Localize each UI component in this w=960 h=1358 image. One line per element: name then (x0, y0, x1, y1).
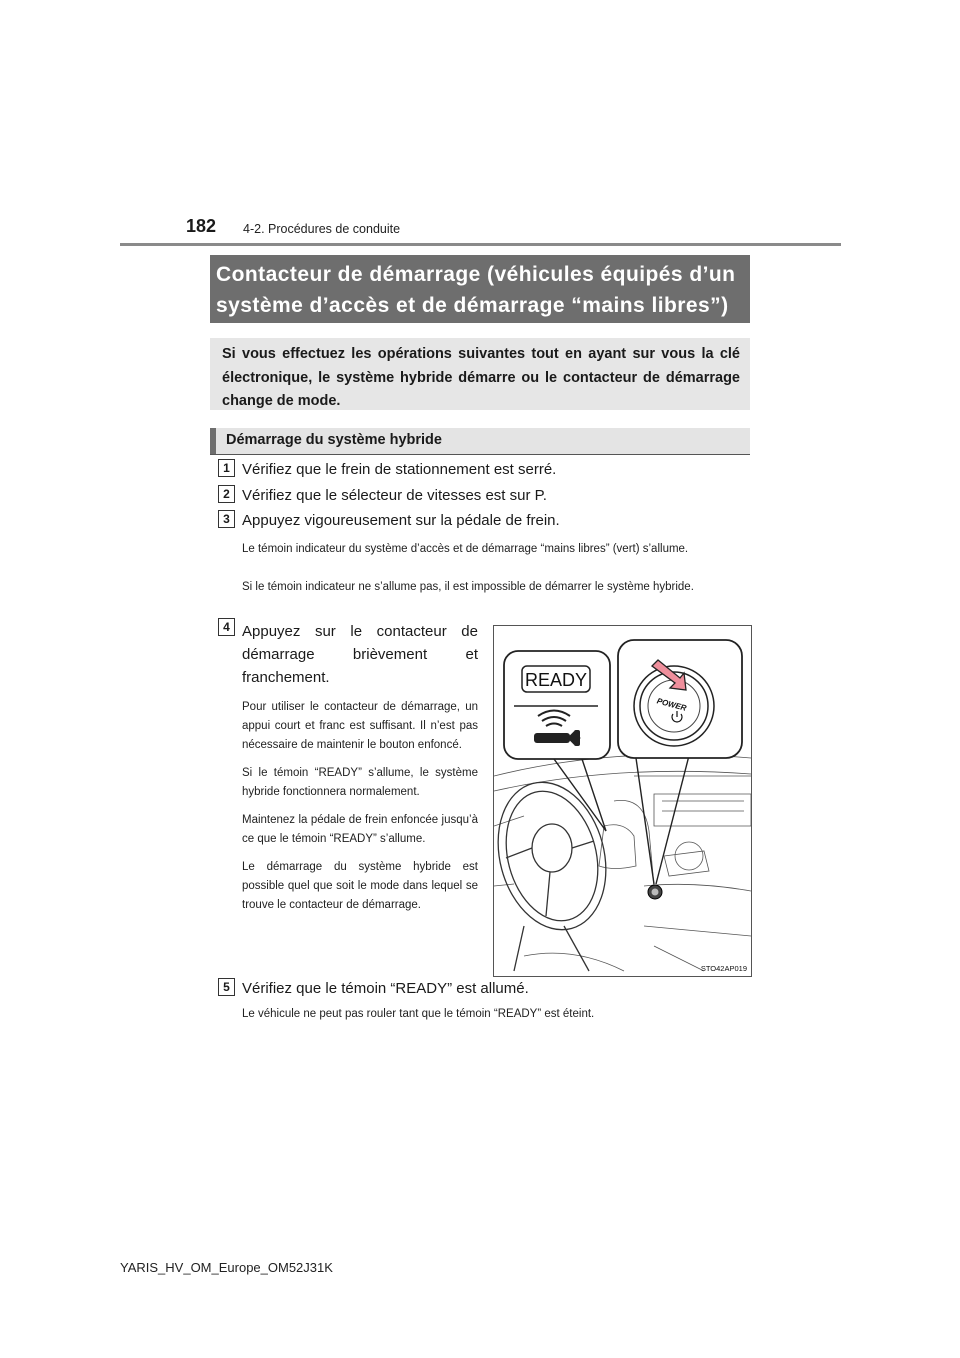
step-4-note-4: Le démarrage du système hybride est possible quel que soit le mode dans lequel se trouve le contacteur de démarrage. (242, 861, 478, 911)
subsection-heading (210, 428, 750, 455)
step-3-note-2: Si le témoin indicateur ne s’allume pas, il est impossible de démarrer le système hybride. (242, 581, 694, 593)
step-5-note-1: Le véhicule ne peut pas rouler tant que le témoin “READY” est éteint. (242, 1008, 595, 1020)
step-3-text: Appuyez vigoureusement sur la pédale de frein. (242, 512, 560, 529)
power-switch-inset (618, 640, 742, 758)
dashboard-drawing (494, 626, 751, 976)
step-1-text: Vérifiez que le frein de stationnement est serré. (242, 461, 557, 478)
section-reference: 4-2. Procédures de conduite (243, 222, 401, 236)
step-3-note-1: Le témoin indicateur du système d’accès et de démarrage “mains libres” (vert) s’allume. (242, 543, 689, 555)
callout-lines (554, 744, 692, 884)
subsection-heading-marker (210, 428, 216, 454)
power-button-center (652, 889, 659, 896)
step-4-block (242, 620, 478, 915)
step-4-note-1: Pour utiliser le contacteur de démarrage, un appui court et franc est suffisant. Il n’est pas nécessaire de maintenir le bouton enfoncé. (242, 701, 478, 751)
step-5-text: Vérifiez que le témoin “READY” est allumé. (242, 980, 529, 997)
step-number-1: 1 (218, 459, 235, 477)
header-divider (120, 243, 841, 246)
ready-indicator-inset (504, 651, 610, 759)
step-4-text: Appuyez sur le contacteur de démarrage brièvement et franchement. (242, 623, 478, 686)
step-number-2: 2 (218, 485, 235, 503)
page-title-line-1: Contacteur de démarrage (véhicules équipés d’un (216, 263, 736, 286)
intro-box: Si vous effectuez les opérations suivantes tout en ayant sur vous la clé électronique, le système hybride démarre ou le contacteur de démarrage change de mode. (210, 338, 750, 410)
page-number: 182 (186, 216, 217, 236)
subsection-heading-text: Démarrage du système hybride (226, 432, 442, 448)
dashboard-outline (494, 755, 751, 971)
page-title (210, 255, 750, 323)
step-number-4: 4 (218, 618, 235, 636)
step-number-3: 3 (218, 510, 235, 528)
steering-wheel (494, 770, 622, 971)
step-2-text: Vérifiez que le sélecteur de vitesses est sur P. (242, 487, 547, 504)
page-title-line-2: système d’accès et de démarrage “mains libres”) (216, 294, 729, 317)
step-4-note-3: Maintenez la pédale de frein enfoncée jusqu’à ce que le témoin “READY” s’allume. (242, 814, 478, 845)
power-switch-illustration (493, 625, 752, 977)
step-number-5: 5 (218, 978, 235, 996)
power-label: POWER (655, 696, 688, 713)
illustration-code: STO42AP019 (700, 964, 747, 973)
document-footer: YARIS_HV_OM_Europe_OM52J31K (120, 1260, 333, 1275)
step-4-note-2: Si le témoin “READY” s’allume, le système hybride fonctionnera normalement. (242, 767, 478, 798)
ready-label: READY (524, 670, 588, 690)
